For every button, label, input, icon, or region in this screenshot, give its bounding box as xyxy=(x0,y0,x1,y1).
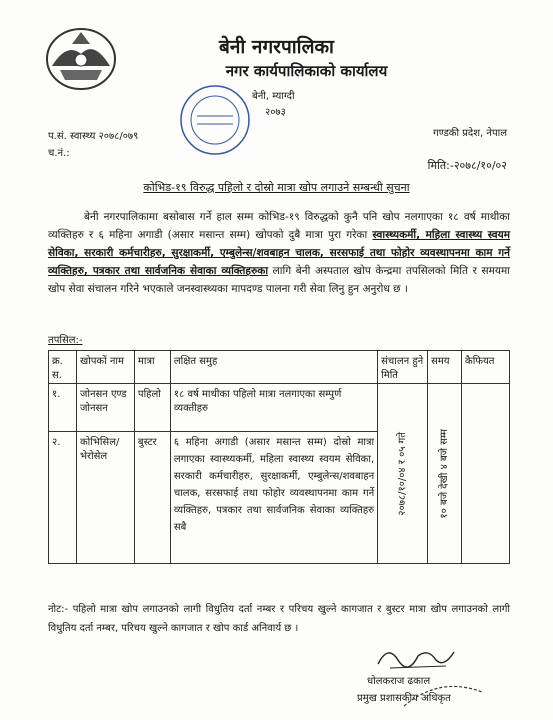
signer-designation: प्रमुख प्रशासकीय अधिकृत xyxy=(357,693,451,704)
header-time: समय xyxy=(428,351,462,384)
reference-number: प.सं. स्वास्थ्य २०७८/०७९ xyxy=(48,131,139,142)
table-header-row xyxy=(49,351,510,384)
established-year: २०७३ xyxy=(265,107,286,118)
header-remarks: कैफियत xyxy=(462,351,510,384)
table-row xyxy=(49,384,510,432)
body-text-part2: लागि बेनी अस्पताल खोप केन्द्रमा तपसिलको मिति र समयमा खोप सेवा संचालन गरिने भएकाले जनस्वास्थ्यका मापदण्ड पालना गरी सेवा लिनु हुन अनुरोध छ । xyxy=(48,265,510,295)
row1-sn: १. xyxy=(49,384,77,432)
notice-date: मिति:-२०७८/१०/०२ xyxy=(427,159,507,172)
office-name: नगर कार्यपालिकाको कार्यालय xyxy=(225,62,388,80)
header-dose: मात्रा xyxy=(134,351,170,384)
schedule-time-cell xyxy=(428,384,462,564)
schedule-time: १० बजे देखी ४ बजे सम्म xyxy=(438,428,450,519)
row1-vaccine: जोनसन एण्ड जोनसन xyxy=(76,384,134,432)
row2-target: ६ महिना अगाडी (असार मसान्त सम्म) दोस्रो मात्रा लगाएका स्वास्थ्यकर्मी, महिला स्वास्थ्य स्वयम सेविका, सरकारी कर्मचारीहरु, सुरक्षाकर्मी, एम्बुलेन्स/शवबाहन चालक, सरसफाई तथा फोहोर व्यवस्थापनमा काम गर्ने व्यक्तिहरु, पत्रकार तथा सार्वजनिक सेवाका व्यक्तिहरु सबै xyxy=(170,432,377,564)
office-address: बेनी, म्याग्दी xyxy=(252,91,295,102)
schedule-date: २०७८/१०/०४ र ०५ गते xyxy=(396,431,408,516)
signer-name: धोलकराज ढकाल xyxy=(367,676,431,687)
municipality-name: बेनी नगरपालिका xyxy=(219,36,334,58)
header-date: संचालन हुने मिति xyxy=(378,351,428,384)
body-text-part1: बेनी नगरपालिकामा बसोबास गर्ने हाल सम्म कोभिड-१९ विरुद्धको कुनै पनि खोप नलगाएका १८ वर्ष माथीका व्यक्तिहरु र ६ महिना अगाडी (असार मसान्त सम्म) खोपको दुबै मात्रा पुरा गरेका xyxy=(48,211,510,241)
row2-vaccine: कोभिसिल/ भेरोसेल xyxy=(76,432,134,564)
row1-target: १८ वर्ष माथीका पहिलो मात्रा नलगाएका सम्पुर्ण व्यक्तीहरु xyxy=(170,384,377,432)
remarks-cell xyxy=(462,384,510,564)
row2-dose: बुस्टर xyxy=(134,432,170,564)
tapsil-label: तपसिल:- xyxy=(48,335,83,346)
header-target: लक्षित समुह xyxy=(170,351,377,384)
header-sn: क्र. स. xyxy=(49,351,77,384)
notice-body xyxy=(48,208,510,298)
province-name: गण्डकी प्रदेश, नेपाल xyxy=(433,128,507,139)
footnote: नोट:- पहिलो मात्रा खोप लगाउनको लागी विधुतिय दर्ता नम्बर र परिचय खुल्ने कागजात र बुस्टर मात्रा खोप लगाउनको लागी विधुतिय दर्ता नम्बर, परिचय खुल्ने कागजात र खोप कार्ड अनिवार्य छ । xyxy=(48,604,510,634)
row1-dose: पहिलो xyxy=(134,384,170,432)
header-vaccine: खोपकों नाम xyxy=(76,351,134,384)
row2-sn: २. xyxy=(49,432,77,564)
dispatch-number: च.नं.: xyxy=(48,148,70,159)
body-text-highlight: स्वास्थ्यकर्मी, महिला स्वास्थ्य स्वयम सेविका, सरकारी कर्मचारीहरु, सुरक्षाकर्मी, एम्बुलेन्स/शवबाहन चालक, सरसफाई तथा फोहोर व्यवस्थापनमा काम गर्ने व्यक्तिहरु, पत्रकार तथा सार्वजनिक सेवाका व्यक्तिहरुका xyxy=(48,229,511,277)
schedule-date-cell xyxy=(378,384,428,564)
notice-subject: कोभिड-१९ विरुद्ध पहिलो र दोस्रो मात्रा खोप लगाउने सम्बन्धी सुचना xyxy=(143,181,410,194)
vaccine-schedule-table xyxy=(48,350,510,564)
office-seal-stamp xyxy=(175,80,255,160)
handwritten-signature xyxy=(370,640,460,675)
